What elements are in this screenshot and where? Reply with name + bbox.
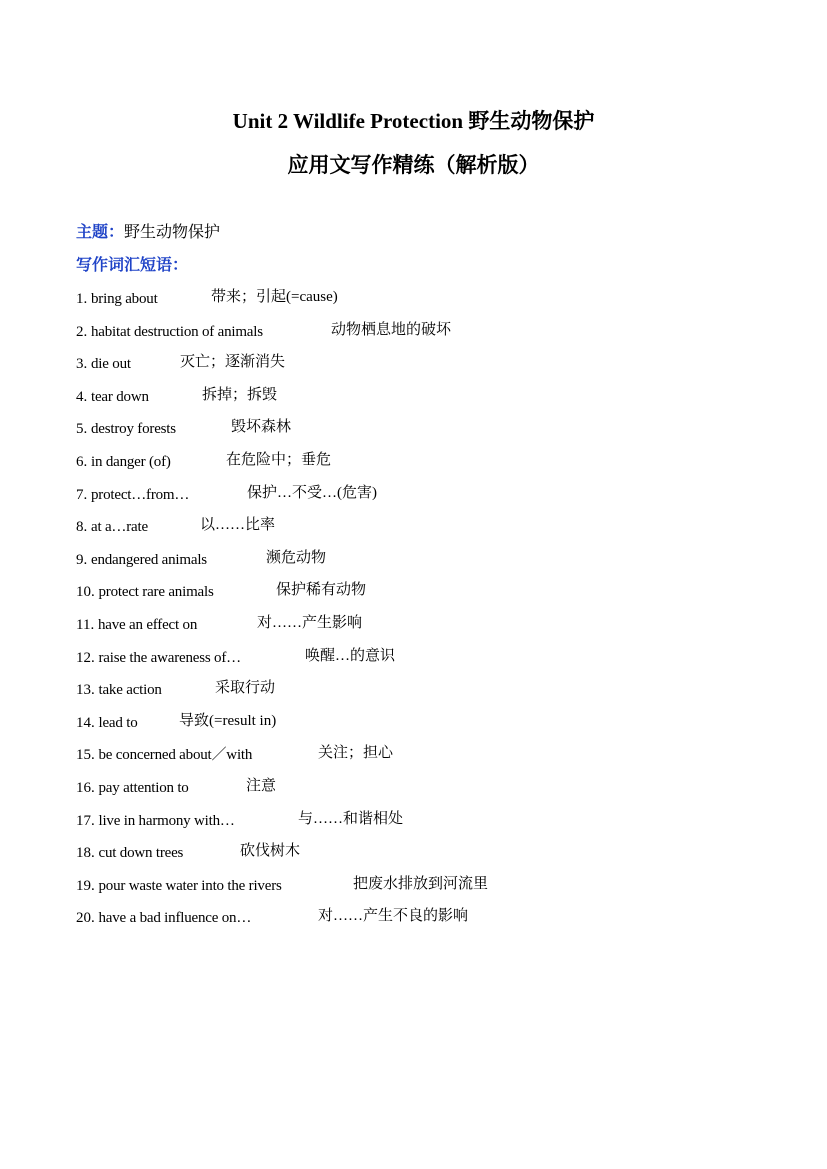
vocab-item: [76, 581, 776, 614]
vocab-phrase-en: raise the awareness of…: [98, 649, 241, 666]
vocab-item: [76, 842, 776, 875]
page-subtitle: 应用文写作精练（解析版）: [287, 153, 540, 177]
vocab-meaning-zh: 在危险中；垂危: [226, 451, 332, 468]
vocab-number: 7.: [76, 486, 88, 503]
vocab-meaning-zh: 注意: [246, 777, 277, 794]
vocab-number: 3.: [76, 356, 88, 373]
vocab-number: 17.: [76, 812, 95, 829]
topic-label: 主题：: [76, 224, 125, 241]
vocab-number: 18.: [76, 845, 95, 862]
vocab-meaning-zh: 拆掉；拆毁: [202, 386, 278, 403]
vocab-meaning-zh: 保护稀有动物: [276, 582, 367, 599]
vocab-list: [76, 288, 776, 940]
vocab-item: [76, 810, 776, 843]
vocab-item: [76, 353, 776, 386]
vocab-meaning-zh: 毁坏森林: [231, 419, 292, 436]
vocab-item: [76, 614, 776, 647]
vocab-item: [76, 516, 776, 549]
vocab-meaning-zh: 关注；担心: [318, 745, 394, 762]
vocab-meaning-zh: 灭亡；逐渐消失: [180, 354, 286, 371]
vocab-meaning-zh: 砍伐树木: [240, 843, 301, 860]
vocab-number: 14.: [76, 714, 95, 731]
vocab-item: [76, 647, 776, 680]
topic-line: [76, 222, 220, 244]
vocab-phrase-en: habitat destruction of animals: [91, 323, 263, 340]
vocab-meaning-zh: 导致(=result in): [179, 712, 277, 729]
vocab-number: 2.: [76, 323, 88, 340]
vocab-item: [76, 744, 776, 777]
vocab-meaning-zh: 与……和谐相处: [298, 810, 404, 827]
topic-value: 野生动物保护: [124, 224, 221, 241]
vocab-meaning-zh: 唤醒…的意识: [305, 647, 396, 664]
vocab-number: 4.: [76, 388, 88, 405]
vocab-phrase-en: in danger (of): [91, 453, 171, 470]
page-title: Unit 2 Wildlife Protection 野生动物保护: [232, 109, 595, 133]
vocab-number: 10.: [76, 584, 95, 601]
vocab-phrase-en: live in harmony with…: [98, 812, 235, 829]
vocab-phrase-en: pour waste water into the rivers: [98, 877, 282, 894]
vocab-item: [76, 777, 776, 810]
vocab-meaning-zh: 动物栖息地的破坏: [331, 321, 452, 338]
vocab-item: [76, 288, 776, 321]
vocab-phrase-en: lead to: [98, 714, 138, 731]
vocab-item: [76, 712, 776, 745]
vocab-phrase-en: pay attention to: [98, 779, 189, 796]
vocab-item: [76, 907, 776, 940]
vocab-number: 15.: [76, 747, 95, 764]
vocab-meaning-zh: 濒危动物: [266, 549, 327, 566]
vocab-meaning-zh: 带来；引起(=cause): [211, 289, 338, 305]
vocab-heading: 写作词汇短语：: [76, 257, 189, 274]
vocab-phrase-en: protect rare animals: [98, 584, 214, 601]
vocab-phrase-en: have an effect on: [97, 616, 198, 633]
vocab-item: [76, 451, 776, 484]
vocab-number: 1.: [76, 291, 88, 307]
vocab-number: 11.: [76, 616, 95, 633]
vocab-phrase-en: endangered animals: [91, 551, 207, 568]
vocab-number: 13.: [76, 682, 95, 699]
vocab-item: [76, 321, 776, 354]
vocab-meaning-zh: 对……产生不良的影响: [318, 908, 469, 925]
vocab-number: 19.: [76, 877, 95, 894]
vocab-meaning-zh: 采取行动: [215, 680, 276, 697]
vocab-item: [76, 418, 776, 451]
vocab-number: 5.: [76, 421, 88, 438]
vocab-item: [76, 679, 776, 712]
vocab-phrase-en: cut down trees: [98, 845, 184, 862]
vocab-number: 9.: [76, 551, 88, 568]
vocab-item: [76, 484, 776, 517]
vocab-number: 20.: [76, 910, 95, 927]
vocab-meaning-zh: 保护…不受…(危害): [247, 484, 377, 501]
vocab-item: [76, 549, 776, 582]
vocab-meaning-zh: 对……产生影响: [257, 614, 363, 631]
vocab-item: [76, 875, 776, 908]
vocab-meaning-zh: 以……比率: [200, 517, 276, 534]
vocab-number: 6.: [76, 453, 88, 470]
vocab-phrase-en: bring about: [91, 291, 158, 307]
vocab-phrase-en: protect…from…: [91, 486, 190, 503]
vocab-number: 16.: [76, 779, 95, 796]
vocab-phrase-en: tear down: [91, 388, 149, 405]
vocab-phrase-en: die out: [91, 356, 131, 373]
vocab-phrase-en: destroy forests: [91, 421, 176, 438]
vocab-item: [76, 386, 776, 419]
vocab-meaning-zh: 把废水排放到河流里: [353, 875, 489, 892]
vocab-phrase-en: be concerned about／with: [98, 747, 253, 764]
vocab-number: 12.: [76, 649, 95, 666]
vocab-phrase-en: at a…rate: [91, 519, 148, 536]
vocab-phrase-en: take action: [98, 682, 162, 699]
vocab-phrase-en: have a bad influence on…: [98, 910, 252, 927]
vocab-number: 8.: [76, 519, 88, 536]
